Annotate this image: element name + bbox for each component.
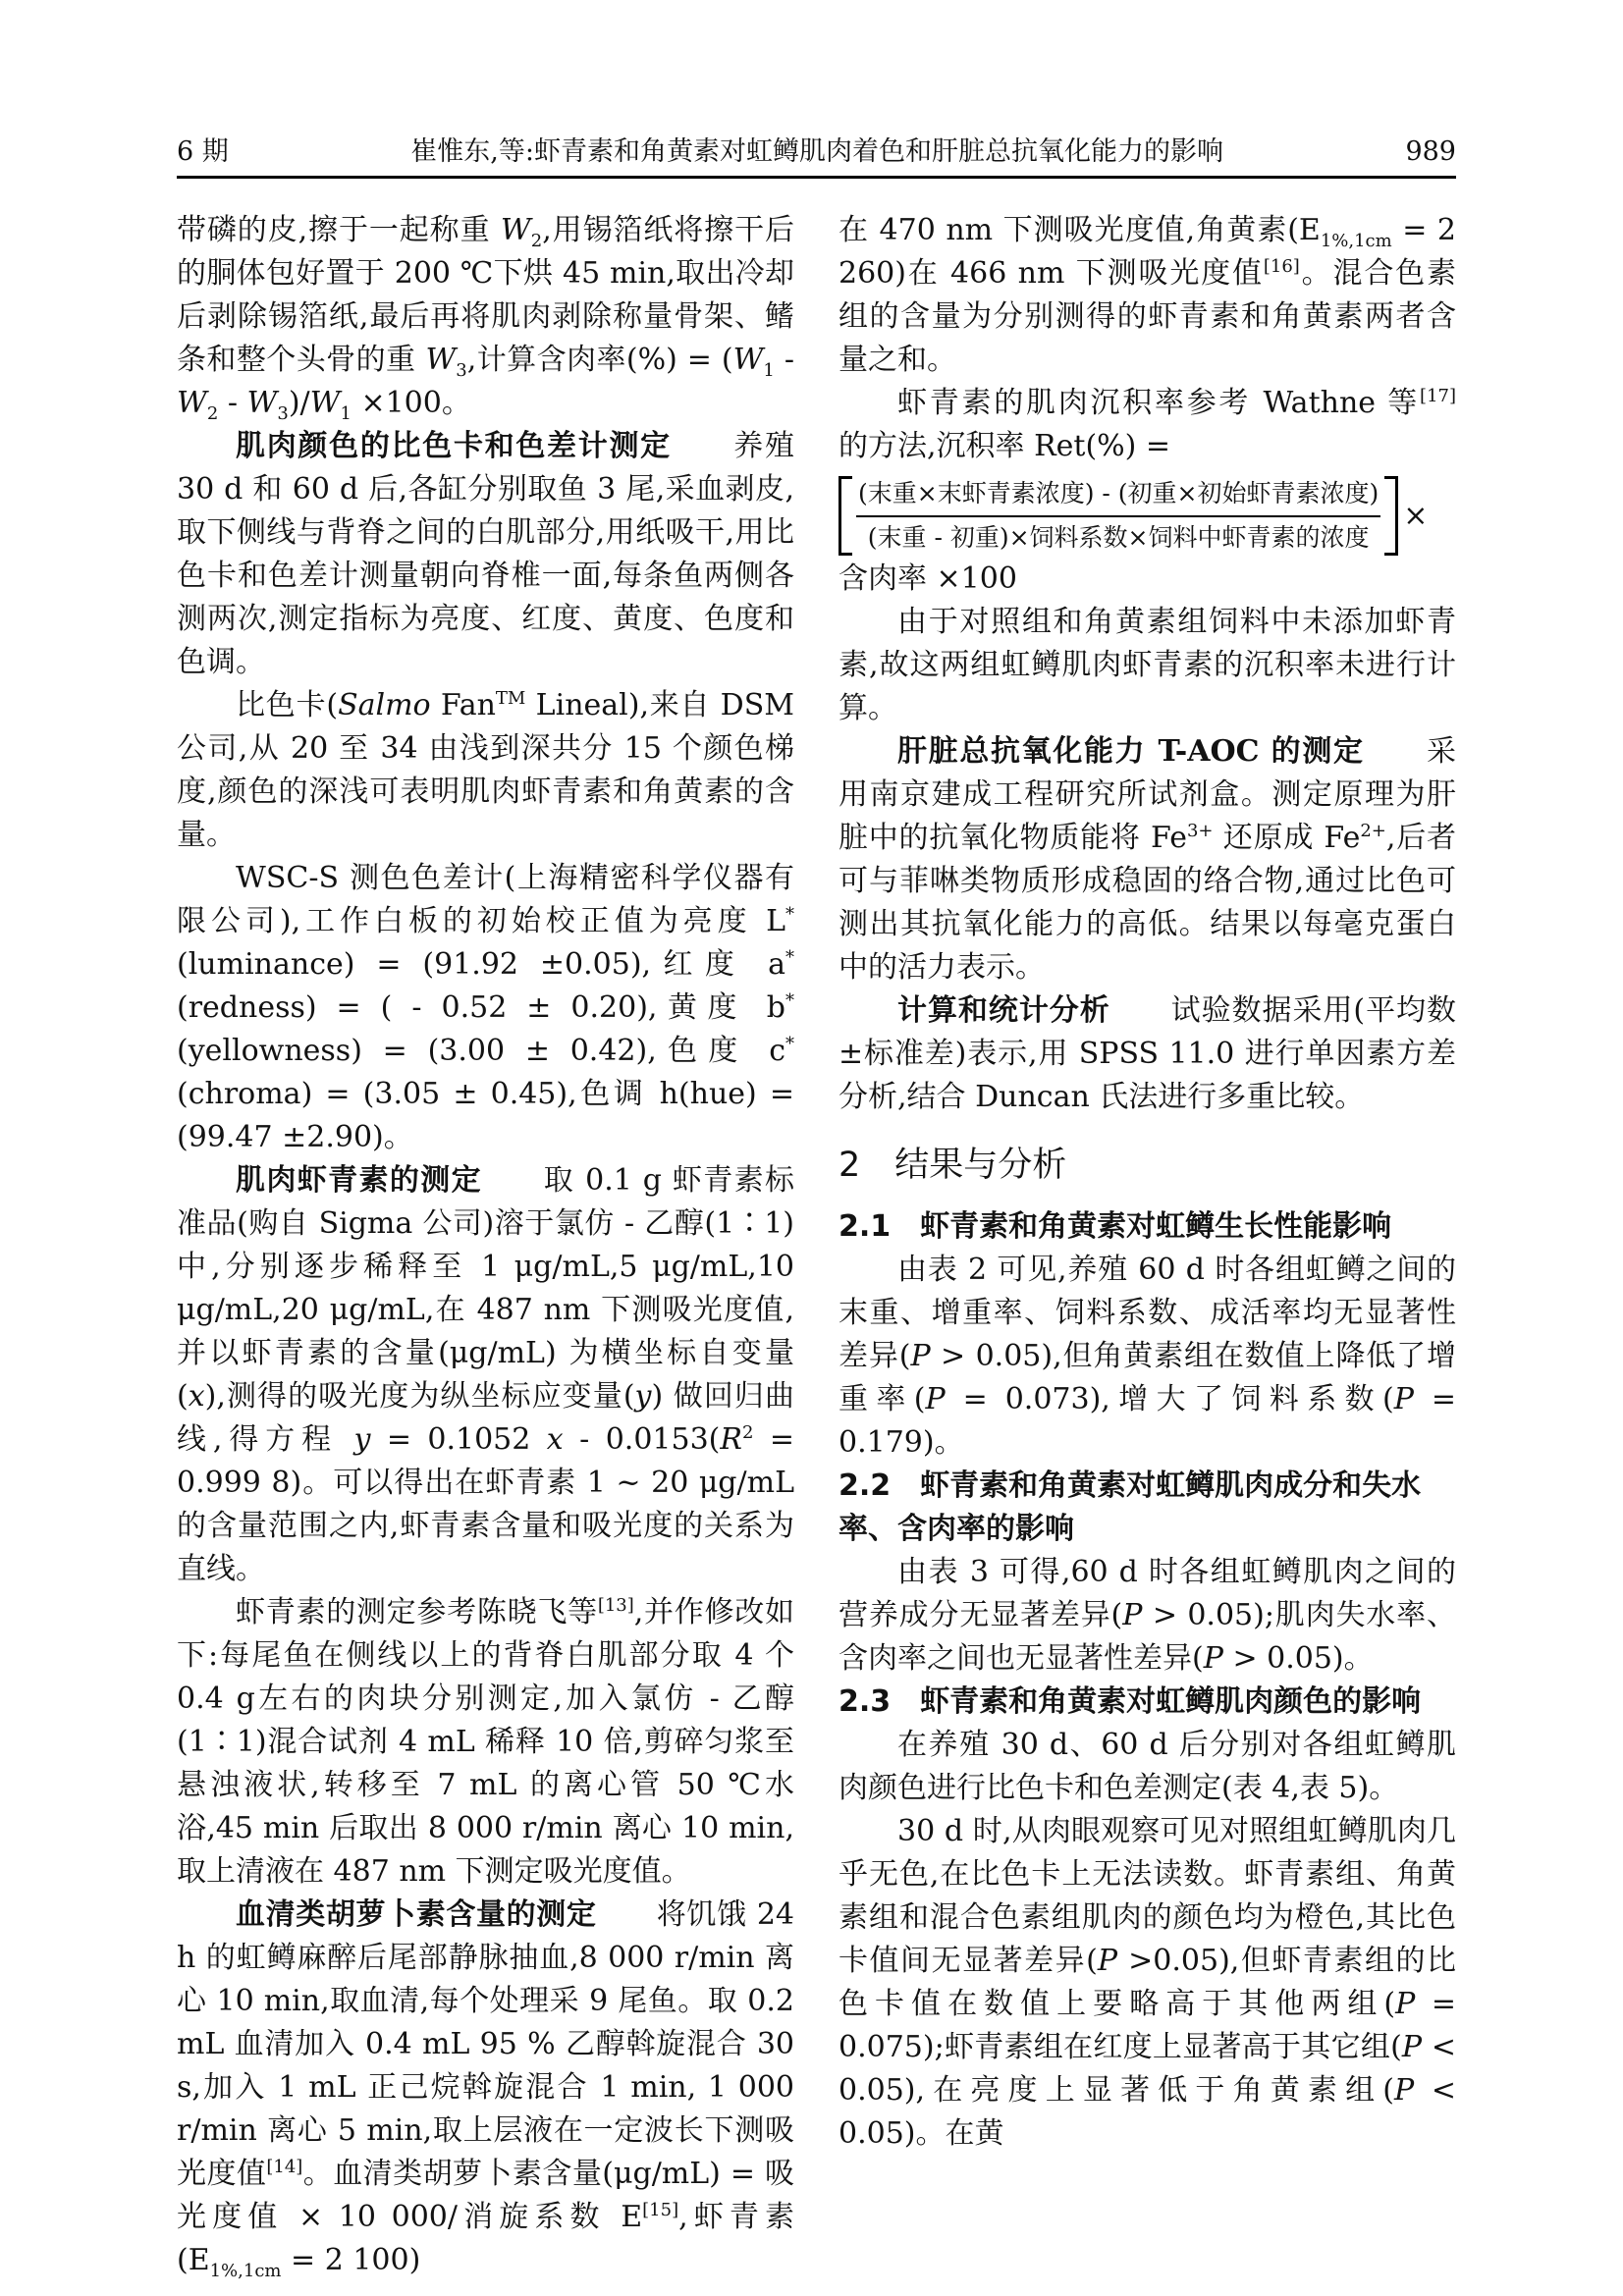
- text-run: y: [634, 1379, 652, 1414]
- text-run: ,并作修改如下:每尾鱼在侧线以上的背脊白肌部分取 4 个 0.4 g左右的肉块分别测定,加入氯仿 - 乙醇(1∶1)混合试剂 4 mL 稀释 10 倍,剪碎匀浆至悬浊液状,转移至 7 mL 的离心管 50 ℃水浴,45 min 后取出 8 000 r/min 离心 10 min,取上清液在 487 nm 下测定吸光度值。: [177, 1595, 794, 1889]
- header-rule: [177, 176, 1456, 179]
- paragraph: [177, 425, 794, 684]
- multiply-sign: ×: [1403, 499, 1429, 533]
- text-run: W: [500, 213, 531, 247]
- text-run: P: [1097, 1944, 1118, 1978]
- text-run: 由于对照组和角黄素组饲料中未添加虾青素,故这两组虹鳟肌肉虾青素的沉积率未进行计算。: [839, 605, 1456, 725]
- body-columns: [177, 209, 1456, 2282]
- formula-row: [839, 476, 1456, 556]
- text-run: [16]: [1263, 256, 1300, 277]
- running-head: [177, 137, 1456, 167]
- text-run: 3+: [1186, 821, 1214, 841]
- text-run: 由表 2 可见,养殖 60 d 时各组虹鳟之间的末重、增重率、饲料系数、成活率均无显著性差异(: [839, 1253, 1456, 1373]
- text-run: ,用锡箔纸将擦干后的胴体包好置于 200 ℃下烘 45 min,取出冷却后剥除锡箔纸,最后再将肌肉剥除称量骨架、鳍条和整个头骨的重: [177, 213, 794, 377]
- text-run: P: [1393, 1382, 1414, 1416]
- paragraph: [839, 382, 1456, 468]
- text-run: = 0.999 8)。可以得出在虾青素 1 ~ 20 μg/mL 的含量范围之内,虾青素含量和吸光度的关系为直线。: [177, 1422, 795, 1586]
- paragraph: [177, 209, 794, 425]
- text-run: = 0.075);虾青素组在红度上显著高于其它组(: [839, 1987, 1456, 2064]
- text-run: 1%,1cm: [1320, 231, 1392, 251]
- paragraph: [839, 989, 1456, 1119]
- inline-heading: 肌肉颜色的比色卡和色差计测定: [236, 429, 672, 463]
- subsection-heading: [839, 1465, 1456, 1551]
- text-run: Fan: [430, 688, 496, 722]
- text-run: [17]: [1420, 386, 1456, 406]
- section-heading: [839, 1145, 1456, 1186]
- paragraph: [839, 601, 1456, 730]
- fraction: [852, 476, 1384, 556]
- text-run: > 0.05),但角黄素组在数值上降低了增重率(: [839, 1339, 1456, 1416]
- text-run: 在养殖 30 d、60 d 后分别对各组虹鳟肌肉颜色进行比色卡和色差测定(表 4,表 5)。: [839, 1728, 1456, 1805]
- text-run: 的方法,沉积率 Ret(%) =: [839, 429, 1171, 463]
- text-run: [13]: [597, 1595, 634, 1616]
- text-run: 2: [206, 403, 219, 424]
- text-run: = 0.1052: [370, 1422, 547, 1457]
- text-run: ,后者可与菲啉类物质形成稳固的络合物,通过比色可测出其抗氧化能力的高低。结果以每毫克蛋白中的活力表示。: [839, 821, 1456, 985]
- text-run: 1%,1cm: [209, 2261, 282, 2281]
- text-run: (chroma) = (3.05 ± 0.45),色调 h(hue) = (99.47 ±2.90)。: [177, 1077, 794, 1154]
- text-run: P: [1395, 1987, 1416, 2021]
- text-run: 比色卡(: [236, 688, 339, 722]
- text-run: 2.3 虾青素和角黄素对虹鳟肌肉颜色的影响: [839, 1684, 1422, 1719]
- fraction-denominator: (末重 - 初重)×饲料系数×饲料中虾青素的浓度: [867, 522, 1370, 552]
- text-run: 1: [340, 403, 352, 424]
- paragraph: [839, 209, 1456, 382]
- text-run: 30 d 时,从肉眼观察可见对照组虹鳟肌肉几乎无色,在比色卡上无法读数。虾青素组、角黄素组和混合色素组肌肉的颜色均为橙色,其比色卡值间无显著差异(: [839, 1814, 1456, 1978]
- text-run: 2.2 虾青素和角黄素对虹鳟肌肉成分和失水率、含肉率的影响: [839, 1468, 1422, 1546]
- text-run: Salmo: [338, 688, 431, 722]
- text-run: (redness) = ( - 0.52 ± 0.20),黄度 b: [177, 990, 785, 1025]
- paragraph: [839, 1724, 1456, 1810]
- text-run: < 0.05),在亮度上显著低于角黄素组(: [839, 2030, 1456, 2108]
- text-run: 2: [741, 1422, 754, 1443]
- inline-heading: 计算和统计分析: [897, 993, 1110, 1028]
- issue-number: 6 期: [177, 136, 229, 167]
- text-run: (luminance) = (91.92 ±0.05),红度 a: [177, 947, 785, 982]
- text-run: 养殖 30 d 和 60 d 后,各缸分别取鱼 3 尾,采血剥皮,取下侧线与背脊之间的白肌部分,用纸吸干,用比色卡和色差计测量朝向脊椎一面,每条鱼两侧各测两次,测定指标为亮度、红度、黄度、色度和色调。: [177, 429, 795, 679]
- text-run: W: [246, 386, 278, 420]
- paragraph: [839, 1551, 1456, 1681]
- text-run: x: [546, 1422, 564, 1457]
- left-bracket: [839, 476, 852, 556]
- running-title: 崔惟东,等:虾青素和角黄素对虹鳟肌肉着色和肝脏总抗氧化能力的影响: [410, 136, 1223, 167]
- text-run: 带磷的皮,擦于一起称重: [177, 213, 501, 247]
- text-run: y: [353, 1422, 371, 1457]
- text-run: (yellowness) = (3.00 ± 0.42),色度 c: [177, 1034, 785, 1068]
- left-column: [177, 209, 794, 2282]
- inline-heading: 肝脏总抗氧化能力 T-AOC 的测定: [897, 734, 1365, 769]
- text-run: x: [188, 1379, 205, 1414]
- paragraph: [177, 1894, 794, 2282]
- text-run: ) 做回归曲线,得方程: [177, 1379, 794, 1457]
- text-run: 3: [456, 360, 467, 381]
- text-run: )/: [288, 386, 310, 420]
- text-run: 2.1 虾青素和角黄素对虹鳟生长性能影响: [839, 1209, 1392, 1244]
- inline-heading: 肌肉虾青素的测定: [236, 1163, 483, 1198]
- paragraph: [177, 857, 794, 1159]
- text-run: - 0.0153(: [563, 1422, 721, 1457]
- text-run: 还原成 Fe: [1213, 821, 1361, 855]
- subsection-heading: [839, 1205, 1456, 1249]
- right-bracket: [1384, 476, 1398, 556]
- text-run: W: [177, 386, 207, 420]
- text-run: -: [774, 343, 794, 377]
- paragraph: [839, 558, 1456, 601]
- text-run: R: [720, 1422, 742, 1457]
- text-run: *: [785, 990, 794, 1011]
- text-run: 含肉率 ×100: [839, 561, 1017, 596]
- text-run: 采用南京建成工程研究所试剂盒。测定原理为肝脏中的抗氧化物质能将 Fe: [839, 734, 1457, 855]
- text-run: = 0.073),增大了饲料系数(: [945, 1382, 1394, 1416]
- fraction-numerator: (末重×末虾青素浓度) - (初重×初始虾青素浓度): [856, 476, 1380, 517]
- text-run: 2 结果与分析: [839, 1146, 1067, 1185]
- text-run: W: [425, 343, 457, 377]
- text-run: WSC-S 测色色差计(上海精密科学仪器有限公司),工作白板的初始校正值为亮度 L: [177, 861, 794, 938]
- text-run: = 2 100): [281, 2243, 421, 2277]
- text-run: P: [1393, 2073, 1415, 2108]
- paragraph: [177, 684, 794, 857]
- text-run: 在 470 nm 下测吸光度值,角黄素(E: [839, 213, 1321, 247]
- text-run: *: [785, 947, 794, 968]
- text-run: = 2 260)在 466 nm 下测吸光度值: [839, 213, 1457, 291]
- text-run: < 0.05)。在黄: [839, 2073, 1456, 2151]
- text-run: -: [218, 386, 247, 420]
- text-run: 虾青素的肌肉沉积率参考 Wathne 等: [897, 386, 1421, 420]
- text-run: 将饥饿 24 h 的虹鳟麻醉后尾部静脉抽血,8 000 r/min 离心 10 min,取血清,每个处理采 9 尾鱼。取 0.2 mL 血清加入 0.4 mL 95 % 乙醇斡旋混合 30 s,加入 1 mL 正己烷斡旋混合 1 min, 1 000 r/min 离心 5 min,取上层液在一定波长下测吸光度值: [177, 1897, 795, 2191]
- text-run: 2+: [1360, 821, 1386, 841]
- text-run: *: [785, 1034, 794, 1054]
- paragraph: [839, 1249, 1456, 1465]
- paragraph: [839, 730, 1456, 989]
- text-run: 。血清类胡萝卜素含量(μg/mL) = 吸光度值 × 10 000/消旋系数 E: [177, 2157, 794, 2234]
- text-run: W: [309, 386, 341, 420]
- paragraph: [177, 1159, 794, 1591]
- text-run: [14]: [266, 2157, 303, 2177]
- page-number: 989: [1405, 136, 1456, 167]
- right-column: [839, 209, 1456, 2282]
- text-run: 2: [530, 231, 543, 251]
- text-run: P: [1122, 1598, 1143, 1632]
- text-run: > 0.05)。: [1222, 1641, 1374, 1676]
- text-run: ),测得的吸光度为纵坐标应变量(: [204, 1379, 635, 1414]
- text-run: *: [785, 904, 794, 925]
- paragraph: [177, 1591, 794, 1894]
- text-run: >0.05),但虾青素组的比色卡值在数值上要略高于其他两组(: [839, 1944, 1456, 2021]
- text-run: 由表 3 可得,60 d 时各组虹鳟肌肉之间的营养成分无显著差异(: [839, 1555, 1456, 1632]
- text-run: Lineal),来自 DSM 公司,从 20 至 34 由浅到深共分 15 个颜色梯度,颜色的深浅可表明肌肉虾青素和角黄素的含量。: [177, 688, 794, 852]
- text-run: 试验数据采用(平均数 ±标准差)表示,用 SPSS 11.0 进行单因素方差分析,结合 Duncan 氏法进行多重比较。: [839, 993, 1456, 1114]
- text-run: = 0.179)。: [839, 1382, 1456, 1460]
- text-run: P: [910, 1339, 931, 1373]
- text-run: ,虾青素(E: [177, 2200, 794, 2277]
- text-run: P: [1203, 1641, 1223, 1676]
- text-run: 3: [277, 403, 289, 424]
- retention-rate-formula: [839, 476, 1456, 556]
- text-run: TM: [495, 688, 526, 709]
- inline-heading: 血清类胡萝卜素含量的测定: [236, 1897, 597, 1932]
- text-run: > 0.05);肌肉失水率、含肉率之间也无显著性差异(: [839, 1598, 1456, 1676]
- text-run: ×100。: [351, 386, 471, 420]
- subsection-heading: [839, 1681, 1456, 1724]
- text-run: 虾青素的测定参考陈晓飞等: [236, 1595, 598, 1629]
- text-run: ,计算含肉率(%) = (: [466, 343, 733, 377]
- paragraph: [839, 1810, 1456, 2156]
- text-run: 。混合色素组的含量为分别测得的虾青素和角黄素两者含量之和。: [839, 256, 1456, 377]
- text-run: 1: [763, 360, 775, 381]
- text-run: 取 0.1 g 虾青素标准品(购自 Sigma 公司)溶于氯仿 - 乙醇(1∶1)中,分别逐步稀释至 1 μg/mL,5 μg/mL,10 μg/mL,20 μg/mL,在 487 nm 下测吸光度值,并以虾青素的含量(μg/mL) 为横坐标自变量(: [177, 1163, 794, 1414]
- text-run: [15]: [642, 2200, 679, 2220]
- text-run: P: [1401, 2030, 1423, 2064]
- text-run: P: [925, 1382, 946, 1416]
- text-run: W: [732, 343, 764, 377]
